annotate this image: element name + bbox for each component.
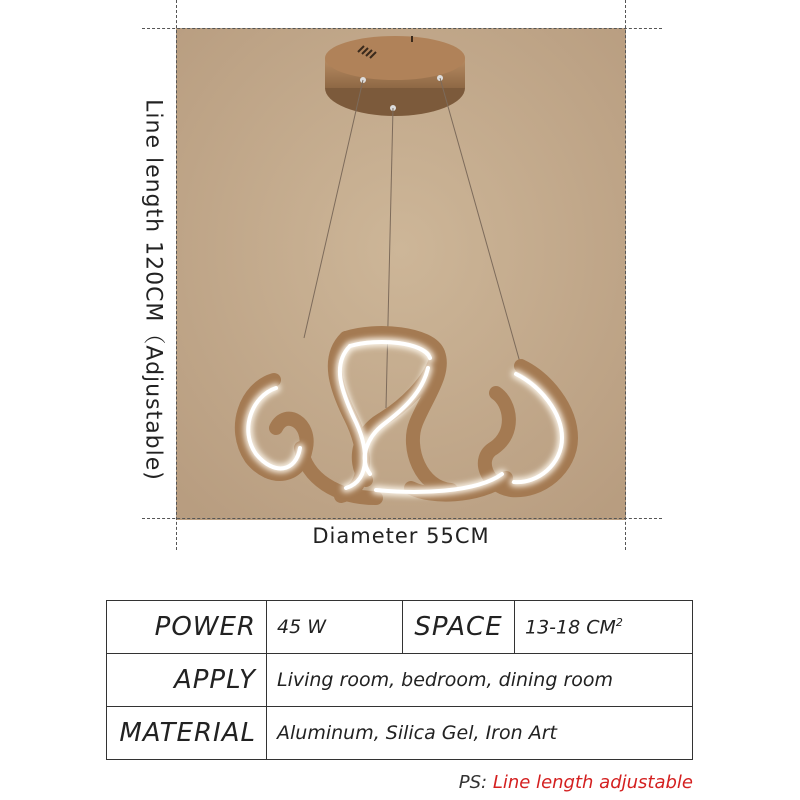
space-value-text: 13-18 CM bbox=[525, 616, 616, 639]
ceiling-canopy bbox=[325, 36, 465, 116]
right-dimension-guide bbox=[625, 0, 626, 550]
diameter-label: Diameter 55CM bbox=[312, 524, 490, 548]
table-row bbox=[107, 707, 693, 760]
product-photo bbox=[176, 28, 626, 520]
power-value: 45 W bbox=[267, 601, 403, 654]
power-label: POWER bbox=[107, 601, 267, 654]
spec-table bbox=[106, 600, 693, 760]
ps-note bbox=[459, 772, 693, 793]
apply-label: APPLY bbox=[107, 654, 267, 707]
bottom-dimension-guide bbox=[142, 518, 662, 519]
table-row bbox=[107, 601, 693, 654]
space-unit-sup: 2 bbox=[615, 615, 623, 629]
apply-value: Living room, bedroom, dining room bbox=[267, 654, 693, 707]
top-dimension-guide bbox=[142, 28, 662, 29]
material-label: MATERIAL bbox=[107, 707, 267, 760]
ps-prefix: PS: bbox=[458, 772, 493, 793]
space-label: SPACE bbox=[403, 601, 515, 654]
line-length-label: Line length 120CM（Adjustable) bbox=[140, 99, 166, 481]
space-value bbox=[515, 601, 693, 654]
table-row bbox=[107, 654, 693, 707]
left-dimension-guide bbox=[176, 0, 177, 550]
ps-text: Line length adjustable bbox=[492, 772, 693, 793]
material-value: Aluminum, Silica Gel, Iron Art bbox=[267, 707, 693, 760]
